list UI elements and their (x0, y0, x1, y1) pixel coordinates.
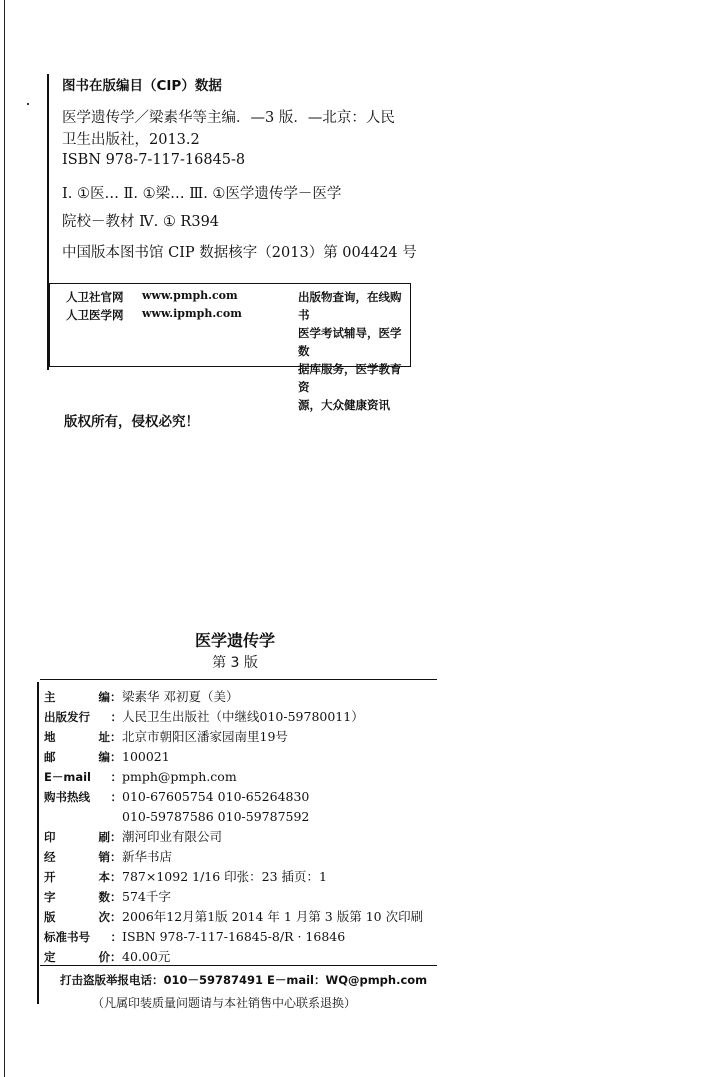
info-row (44, 927, 444, 947)
info-label (44, 807, 122, 827)
info-label-text: 经 销 (44, 850, 110, 864)
info-label: 开 本 ： (44, 867, 122, 887)
info-label: 经 销 ： (44, 847, 122, 867)
info-label-text: 购书热线 (44, 790, 90, 804)
cip-number: 中国版本图书馆 CIP 数据核字（2013）第 004424 号 (62, 245, 417, 261)
info-label-text: 主 编 (44, 690, 110, 704)
info-label: 购书热线 ： (44, 787, 122, 807)
info-value: 人民卫生出版社（中继线010-59780011） (122, 709, 364, 724)
cip-classification-1: Ⅰ. ①医… Ⅱ. ①梁… Ⅲ. ①医学遗传学－医学 (62, 186, 342, 202)
website-desc-2: 医学考试辅导，医学数 (298, 326, 402, 358)
quality-note: （凡属印装质量问题请与本社销售中心联系退换） (92, 996, 357, 1010)
info-label-text: 出版发行 (44, 710, 90, 724)
cip-classification-2: 院校－教材 Ⅳ. ① R394 (62, 214, 220, 230)
divider-bottom (40, 965, 437, 966)
info-label-text: 定 价 (44, 950, 110, 964)
info-label: 主 编 ： (44, 687, 122, 707)
info-row (44, 907, 444, 927)
info-row (44, 747, 444, 767)
info-value: 787×1092 1/16 印张：23 插页：1 (122, 869, 327, 884)
book-title: 医学遗传学 (194, 631, 275, 650)
publication-info (44, 687, 444, 967)
info-label-text: 印 刷 (44, 830, 110, 844)
info-label: 版 次 ： (44, 907, 122, 927)
info-row (44, 807, 444, 827)
cip-line-2: 卫生出版社，2013.2 (62, 132, 200, 148)
info-row (44, 687, 444, 707)
copyright-notice: 版权所有，侵权必究！ (64, 414, 199, 430)
info-label-text: 标准书号 (44, 930, 90, 944)
info-row (44, 827, 444, 847)
info-value: 100021 (122, 749, 170, 764)
info-row (44, 887, 444, 907)
info-label: 定 价 ： (44, 947, 122, 967)
info-label: 印 刷 ： (44, 827, 122, 847)
info-label: 标准书号 ： (44, 927, 122, 947)
info-label: 邮 编 ： (44, 747, 122, 767)
info-row (44, 787, 444, 807)
website-name-1: 人卫社官网 (66, 290, 124, 304)
website-desc-3: 据库服务，医学教育资 (298, 362, 402, 394)
book-edition: 第 3 版 (212, 655, 258, 671)
info-label: 出版发行 ： (44, 707, 122, 727)
info-row (44, 727, 444, 747)
info-value: 梁素华 邓初夏（美） (122, 689, 239, 704)
info-label: 地 址 ： (44, 727, 122, 747)
cip-heading: 图书在版编目（CIP）数据 (62, 78, 222, 94)
info-value: 潮河印业有限公司 (122, 829, 223, 844)
info-row (44, 867, 444, 887)
info-row (44, 707, 444, 727)
info-value: 2006年12月第1版 2014 年 1 月第 3 版第 10 次印刷 (122, 909, 424, 924)
website-desc-1: 出版物查询，在线购书 (298, 290, 402, 322)
info-value: 574千字 (122, 889, 171, 904)
info-label-text: E－mail (44, 770, 91, 784)
info-value: 010-59787586 010-59787592 (122, 809, 310, 824)
website-url-1: www.pmph.com (142, 289, 238, 302)
info-value: 北京市朝阳区潘家园南里19号 (122, 729, 288, 744)
website-name-2: 人卫医学网 (66, 308, 124, 322)
website-descriptions (298, 288, 408, 414)
website-box (49, 283, 411, 412)
website-desc-4: 源，大众健康资讯 (298, 398, 390, 412)
info-row (44, 847, 444, 867)
info-label: E－mail ： (44, 767, 122, 787)
info-label-text: 字 数 (44, 890, 110, 904)
info-value: 40.00元 (122, 949, 171, 964)
info-row (44, 767, 444, 787)
info-label-text: 开 本 (44, 870, 110, 884)
page-edge-line (4, 0, 5, 1077)
info-margin-bar (37, 682, 39, 1004)
cip-line-1: 医学遗传学／梁素华等主编．—3 版．—北京：人民 (62, 110, 395, 126)
info-value: pmph@pmph.com (122, 769, 237, 784)
info-row (44, 947, 444, 967)
info-value: 010-67605754 010-65264830 (122, 789, 310, 804)
divider-top (40, 679, 437, 680)
info-value: ISBN 978-7-117-16845-8/R · 16846 (122, 929, 346, 944)
info-label-text: 邮 编 (44, 750, 110, 764)
cip-isbn: ISBN 978-7-117-16845-8 (62, 152, 246, 168)
info-label: 字 数 ： (44, 887, 122, 907)
info-value: 新华书店 (122, 849, 173, 864)
piracy-hotline: 打击盗版举报电话：010－59787491 E－mail：WQ@pmph.com (60, 973, 428, 987)
website-url-2: www.ipmph.com (142, 307, 242, 320)
info-label-text (44, 807, 122, 827)
info-label-text: 版 次 (44, 910, 110, 924)
info-label-text: 地 址 (44, 730, 110, 744)
speck (27, 103, 29, 105)
